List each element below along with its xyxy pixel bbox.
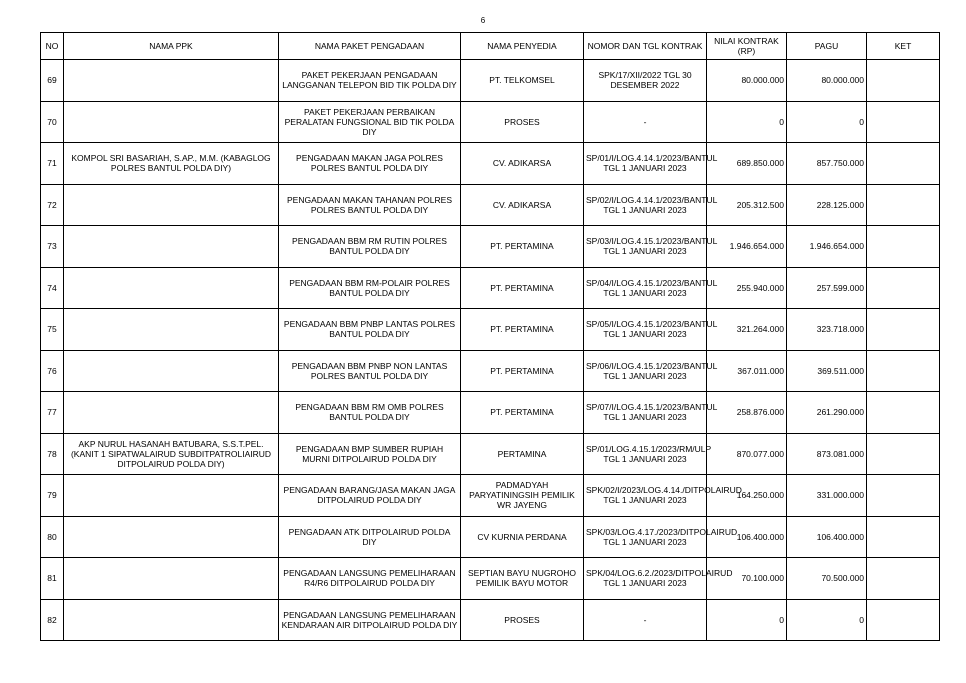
row-ket (867, 475, 940, 517)
header-nama-ppk: NAMA PPK (64, 33, 279, 60)
table-row (41, 350, 940, 392)
row-ket (867, 309, 940, 351)
row-pagu: 0 (787, 101, 867, 143)
row-no: 71 (41, 143, 64, 185)
row-nama-paket: PENGADAAN BARANG/JASA MAKAN JAGA DITPOLAIRUD POLDA DIY (279, 475, 461, 517)
row-nilai-kontrak: 1.946.654.000 (707, 226, 787, 268)
row-nomor-kontrak: SP/01/LOG.4.15.1/2023/RM/ULP TGL 1 JANUARI 2023 (584, 433, 707, 475)
row-nomor-kontrak: SPK/04/LOG.6.2./2023/DITPOLAIRUD TGL 1 JANUARI 2023 (584, 558, 707, 600)
row-no: 75 (41, 309, 64, 351)
row-nilai-kontrak: 80.000.000 (707, 60, 787, 102)
row-nama-paket: PAKET PEKERJAAN PENGADAAN LANGGANAN TELEPON BID TIK POLDA DIY (279, 60, 461, 102)
row-ket (867, 60, 940, 102)
table-row (41, 433, 940, 475)
header-no: NO (41, 33, 64, 60)
row-pagu: 70.500.000 (787, 558, 867, 600)
row-pagu: 0 (787, 599, 867, 641)
row-pagu: 323.718.000 (787, 309, 867, 351)
row-nama-ppk (64, 101, 279, 143)
row-nama-ppk (64, 558, 279, 600)
row-nomor-kontrak: SPK/03/LOG.4.17./2023/DITPOLAIRUD TGL 1 JANUARI 2023 (584, 516, 707, 558)
table-row (41, 143, 940, 185)
row-pagu: 257.599.000 (787, 267, 867, 309)
row-ket (867, 350, 940, 392)
row-nama-ppk (64, 392, 279, 434)
row-nilai-kontrak: 258.876.000 (707, 392, 787, 434)
row-nilai-kontrak: 321.264.000 (707, 309, 787, 351)
row-nama-paket: PENGADAAN BBM RM RUTIN POLRES BANTUL POLDA DIY (279, 226, 461, 268)
row-nama-ppk (64, 226, 279, 268)
row-nama-ppk: KOMPOL SRI BASARIAH, S.AP., M.M. (KABAGLOG POLRES BANTUL POLDA DIY) (64, 143, 279, 185)
row-nama-ppk (64, 60, 279, 102)
row-no: 72 (41, 184, 64, 226)
row-nama-penyedia: PT. PERTAMINA (461, 350, 584, 392)
table-row (41, 599, 940, 641)
row-no: 70 (41, 101, 64, 143)
table-row (41, 392, 940, 434)
row-nama-paket: PENGADAAN ATK DITPOLAIRUD POLDA DIY (279, 516, 461, 558)
row-nama-ppk (64, 516, 279, 558)
row-no: 78 (41, 433, 64, 475)
row-no: 77 (41, 392, 64, 434)
row-no: 73 (41, 226, 64, 268)
row-nama-paket: PAKET PEKERJAAN PERBAIKAN PERALATAN FUNGSIONAL BID TIK POLDA DIY (279, 101, 461, 143)
row-nama-paket: PENGADAAN MAKAN TAHANAN POLRES POLRES BANTUL POLDA DIY (279, 184, 461, 226)
table-row (41, 475, 940, 517)
row-nama-ppk (64, 184, 279, 226)
row-nomor-kontrak: SPK/02/I/2023/LOG.4.14./DITPOLAIRUD TGL 1 JANUARI 2023 (584, 475, 707, 517)
row-nama-penyedia: CV KURNIA PERDANA (461, 516, 584, 558)
row-nilai-kontrak: 689.850.000 (707, 143, 787, 185)
table-row (41, 309, 940, 351)
row-ket (867, 392, 940, 434)
row-no: 79 (41, 475, 64, 517)
row-nomor-kontrak: SPK/17/XII/2022 TGL 30 DESEMBER 2022 (584, 60, 707, 102)
row-no: 69 (41, 60, 64, 102)
row-ket (867, 267, 940, 309)
row-nama-penyedia: PERTAMINA (461, 433, 584, 475)
row-nama-paket: PENGADAAN BBM RM-POLAIR POLRES BANTUL POLDA DIY (279, 267, 461, 309)
row-nama-paket: PENGADAAN BBM PNBP LANTAS POLRES BANTUL POLDA DIY (279, 309, 461, 351)
row-nama-ppk (64, 475, 279, 517)
row-nilai-kontrak: 164.250.000 (707, 475, 787, 517)
row-ket (867, 599, 940, 641)
row-nama-ppk (64, 267, 279, 309)
header-nilai-kontrak: NILAI KONTRAK (RP) (707, 33, 787, 60)
row-nilai-kontrak: 0 (707, 101, 787, 143)
row-pagu: 261.290.000 (787, 392, 867, 434)
row-nomor-kontrak: SP/07/I/LOG.4.15.1/2023/BANTUL TGL 1 JANUARI 2023 (584, 392, 707, 434)
table-row (41, 101, 940, 143)
row-nama-penyedia: PADMADYAH PARYATININGSIH PEMILIK WR JAYENG (461, 475, 584, 517)
row-nomor-kontrak: SP/05/I/LOG.4.15.1/2023/BANTUL TGL 1 JANUARI 2023 (584, 309, 707, 351)
row-pagu: 1.946.654.000 (787, 226, 867, 268)
table-row (41, 516, 940, 558)
row-nama-ppk (64, 309, 279, 351)
row-nilai-kontrak: 0 (707, 599, 787, 641)
row-nama-penyedia: PROSES (461, 101, 584, 143)
row-nilai-kontrak: 106.400.000 (707, 516, 787, 558)
row-no: 80 (41, 516, 64, 558)
procurement-table (40, 32, 940, 641)
row-pagu: 228.125.000 (787, 184, 867, 226)
row-pagu: 331.000.000 (787, 475, 867, 517)
header-nomor-kontrak: NOMOR DAN TGL KONTRAK (584, 33, 707, 60)
row-nama-penyedia: PT. PERTAMINA (461, 309, 584, 351)
row-nama-penyedia: CV. ADIKARSA (461, 143, 584, 185)
row-ket (867, 184, 940, 226)
header-pagu: PAGU (787, 33, 867, 60)
row-nama-penyedia: PROSES (461, 599, 584, 641)
row-nama-penyedia: PT. TELKOMSEL (461, 60, 584, 102)
row-nilai-kontrak: 70.100.000 (707, 558, 787, 600)
row-nilai-kontrak: 870.077.000 (707, 433, 787, 475)
header-nama-paket: NAMA PAKET PENGADAAN (279, 33, 461, 60)
header-ket: KET (867, 33, 940, 60)
table-header-row (41, 33, 940, 60)
row-no: 82 (41, 599, 64, 641)
row-nama-paket: PENGADAAN BBM PNBP NON LANTAS POLRES BANTUL POLDA DIY (279, 350, 461, 392)
row-ket (867, 433, 940, 475)
row-nomor-kontrak: SP/06/I/LOG.4.15.1/2023/BANTUL TGL 1 JANUARI 2023 (584, 350, 707, 392)
row-pagu: 873.081.000 (787, 433, 867, 475)
row-no: 76 (41, 350, 64, 392)
row-ket (867, 143, 940, 185)
row-pagu: 369.511.000 (787, 350, 867, 392)
row-nilai-kontrak: 205.312.500 (707, 184, 787, 226)
header-nama-penyedia: NAMA PENYEDIA (461, 33, 584, 60)
table-row (41, 60, 940, 102)
row-nama-paket: PENGADAAN MAKAN JAGA POLRES POLRES BANTUL POLDA DIY (279, 143, 461, 185)
row-pagu: 857.750.000 (787, 143, 867, 185)
table-row (41, 558, 940, 600)
row-nama-penyedia: SEPTIAN BAYU NUGROHO PEMILIK BAYU MOTOR (461, 558, 584, 600)
row-nomor-kontrak: SP/04/I/LOG.4.15.1/2023/BANTUL TGL 1 JANUARI 2023 (584, 267, 707, 309)
table-row (41, 226, 940, 268)
row-nomor-kontrak: SP/01/I/LOG.4.14.1/2023/BANTUL TGL 1 JANUARI 2023 (584, 143, 707, 185)
row-nama-paket: PENGADAAN LANGSUNG PEMELIHARAAN KENDARAAN AIR DITPOLAIRUD POLDA DIY (279, 599, 461, 641)
row-nilai-kontrak: 367.011.000 (707, 350, 787, 392)
row-ket (867, 516, 940, 558)
row-pagu: 106.400.000 (787, 516, 867, 558)
row-nomor-kontrak: - (584, 101, 707, 143)
row-no: 81 (41, 558, 64, 600)
row-nama-ppk (64, 350, 279, 392)
row-nama-paket: PENGADAAN BMP SUMBER RUPIAH MURNI DITPOLAIRUD POLDA DIY (279, 433, 461, 475)
page-number: 6 (480, 16, 486, 25)
table-row (41, 184, 940, 226)
row-no: 74 (41, 267, 64, 309)
row-nama-penyedia: PT. PERTAMINA (461, 267, 584, 309)
row-pagu: 80.000.000 (787, 60, 867, 102)
row-nomor-kontrak: SP/02/I/LOG.4.14.1/2023/BANTUL TGL 1 JANUARI 2023 (584, 184, 707, 226)
row-nama-ppk: AKP NURUL HASANAH BATUBARA, S.S.T.PEL. (KANIT 1 SIPATWALAIRUD SUBDITPATROLIAIRUD DITPOLAIRUD POLDA DIY) (64, 433, 279, 475)
row-ket (867, 226, 940, 268)
row-nama-penyedia: CV. ADIKARSA (461, 184, 584, 226)
row-nama-paket: PENGADAAN BBM RM OMB POLRES BANTUL POLDA DIY (279, 392, 461, 434)
row-nama-penyedia: PT. PERTAMINA (461, 392, 584, 434)
row-nilai-kontrak: 255.940.000 (707, 267, 787, 309)
row-nama-penyedia: PT. PERTAMINA (461, 226, 584, 268)
row-nama-ppk (64, 599, 279, 641)
row-nomor-kontrak: SP/03/I/LOG.4.15.1/2023/BANTUL TGL 1 JANUARI 2023 (584, 226, 707, 268)
row-ket (867, 558, 940, 600)
row-nama-paket: PENGADAAN LANGSUNG PEMELIHARAAN R4/R6 DITPOLAIRUD POLDA DIY (279, 558, 461, 600)
row-ket (867, 101, 940, 143)
row-nomor-kontrak: - (584, 599, 707, 641)
table-row (41, 267, 940, 309)
